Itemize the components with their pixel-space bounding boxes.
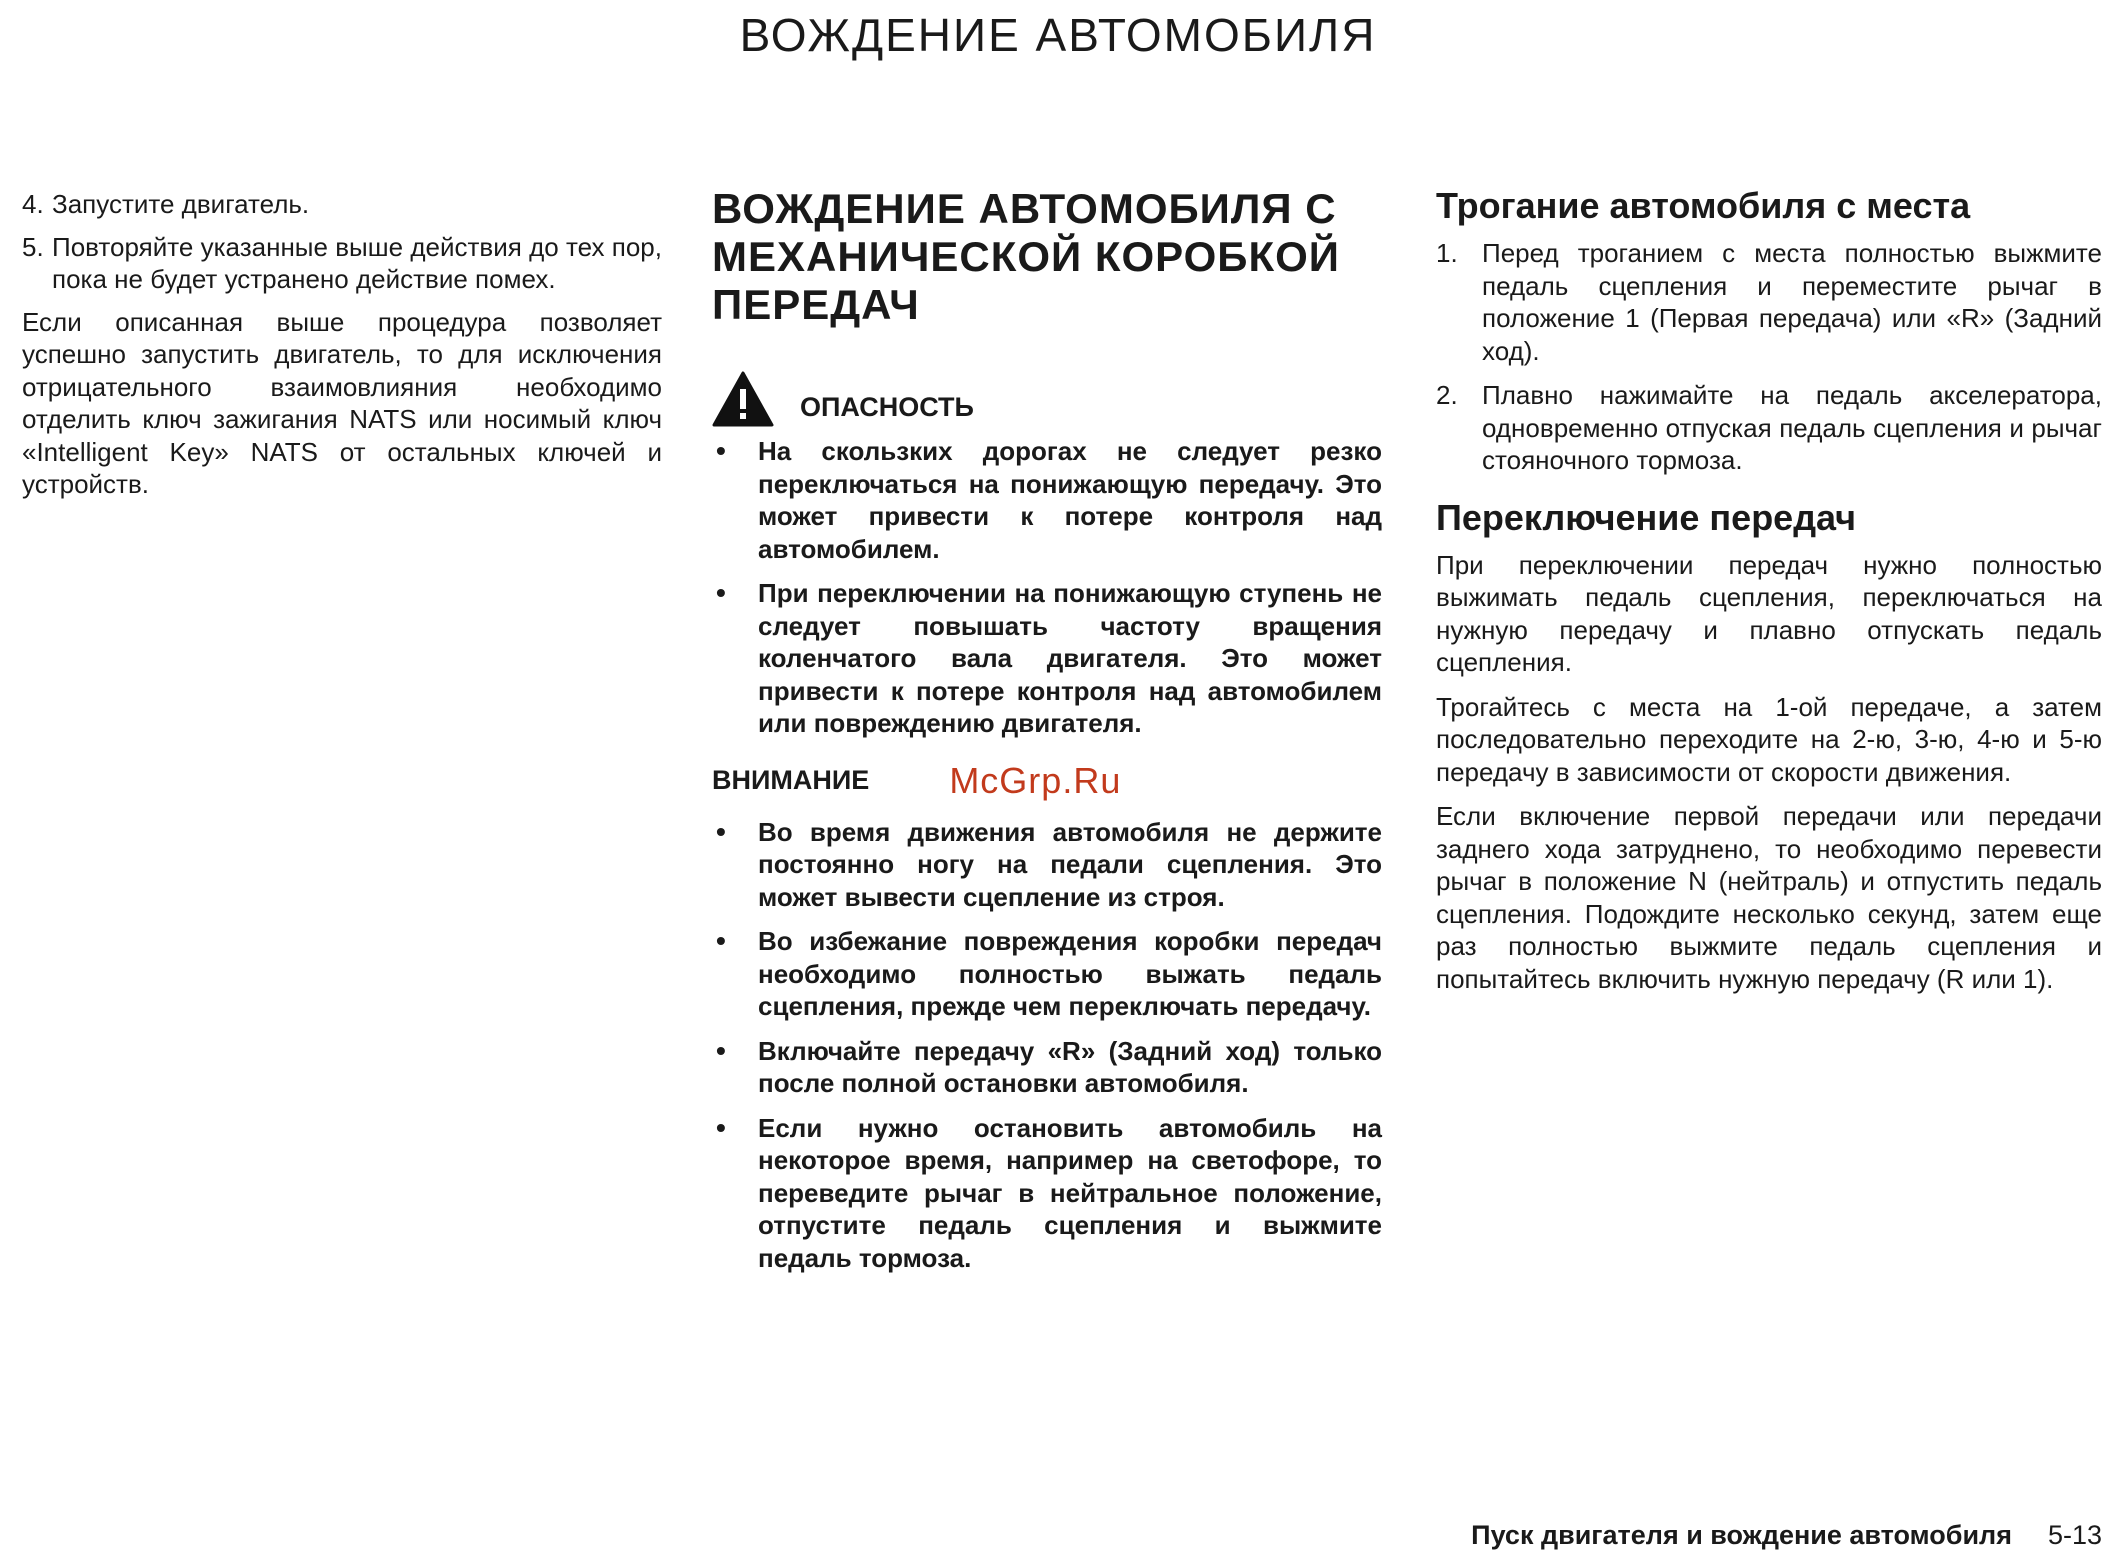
caution-label: ВНИМАНИЕ [712, 765, 870, 795]
list-item [1436, 237, 2102, 367]
watermark: McGrp.Ru [949, 759, 1122, 801]
list-item-text: При переключении на понижающую ступень не следует повышать частоту вращения коленчатого вала двигателя. Это может привести к потере контроля над автомобилем или повреждению двигателя. [758, 578, 1382, 738]
list-item [712, 1035, 1382, 1100]
gear-shift-title: Переключение передач [1436, 496, 1857, 538]
step-text: Запустите двигатель. [52, 189, 310, 219]
page-number: 5-13 [2047, 1520, 2102, 1550]
page-header: ВОЖДЕНИЕ АВТОМОБИЛЯ [739, 9, 1377, 61]
warning-triangle-icon [712, 371, 774, 427]
step-text: Повторяйте указанные выше действия до тех пор, пока не будет устранено действие помех. [52, 231, 662, 294]
bullet-icon: • [716, 1111, 726, 1143]
list-item [712, 577, 1382, 740]
step-number: 2. [1436, 380, 1458, 410]
step-text: Перед троганием с места полностью выжмите педаль сцепления и переместите рычаг в положение 1 (Первая передача) или «R» (Задний ход). [1482, 238, 2102, 366]
danger-header [712, 371, 1382, 427]
step-text: Плавно нажимайте на педаль акселератора, одновременно отпуская педаль сцепления и рычаг стояночного тормоза. [1482, 380, 2102, 475]
list-item [22, 188, 662, 221]
caution-header [712, 760, 1382, 802]
start-moving-title: Трогание автомобиля с места [1436, 185, 1971, 226]
middle-column [712, 185, 1382, 1286]
step-number: 5. [22, 231, 44, 262]
step-number: 4. [22, 189, 44, 219]
gear-shift-paragraph: При переключении передач нужно полностью выжимать педаль сцепления, переключаться на нужную передачу и плавно отпускать педаль сцепления. [1436, 549, 2102, 677]
list-item [712, 1112, 1382, 1275]
right-column [1436, 185, 2102, 1007]
step-number: 1. [1436, 238, 1458, 268]
list-item [712, 816, 1382, 914]
list-item-text: Если нужно остановить автомобиль на некоторое время, например на светофоре, то переведите рычаг в нейтральное положение, отпустите педаль сцепления и выжмите педаль тормоза. [758, 1112, 1382, 1273]
bullet-icon: • [716, 577, 726, 608]
nats-paragraph: Если описанная выше процедура позволяет успешно запустить двигатель, то для исключения отрицательного взаимовлияния необходимо отделить ключ зажигания NATS или носимый ключ «Intelligent Key» NATS от остальных ключей и устройств. [22, 306, 662, 499]
danger-label: ОПАСНОСТЬ [800, 391, 974, 422]
bullet-icon: • [716, 815, 726, 847]
bullet-icon: • [716, 435, 726, 466]
list-item [1436, 379, 2102, 477]
section-title: ВОЖДЕНИЕ АВТОМОБИЛЯ С МЕХАНИЧЕСКОЙ КОРОБКОЙ ПЕРЕДАЧ [712, 185, 1340, 328]
list-item-text: На скользких дорогах не следует резко переключаться на понижающую передачу. Это может привести к потере контроля над автомобилем. [758, 436, 1382, 564]
list-item [712, 925, 1382, 1023]
list-item-text: Во избежание повреждения коробки передач необходимо полностью выжать педаль сцепления, прежде чем переключать передачу. [758, 926, 1382, 1021]
list-item [22, 231, 662, 296]
left-column [22, 188, 662, 501]
bullet-icon: • [716, 1034, 726, 1066]
gear-shift-paragraph: Если включение первой передачи или передачи заднего хода затруднено, то необходимо перевести рычаг в положение N (нейтраль) и отпустить педаль сцепления. Подождите несколько секунд, затем еще раз полностью выжмите педаль сцепления и попытайтесь включить нужную передачу (R или 1). [1436, 801, 2102, 994]
footer-section-title: Пуск двигателя и вождение автомобиля [1471, 1520, 2012, 1550]
list-item-text: Во время движения автомобиля не держите постоянно ногу на педали сцепления. Это может вывести сцепление из строя. [758, 816, 1382, 912]
bullet-icon: • [716, 925, 726, 956]
list-item [712, 435, 1382, 565]
gear-shift-paragraph: Трогайтесь с места на 1-ой передаче, а затем последовательно переходите на 2-ю, 3-ю, 4-ю и 5-ю передачу в зависимости от скорости движения. [1436, 691, 2102, 787]
page-footer [1471, 1520, 2102, 1551]
caution-list [712, 816, 1382, 1275]
danger-list [712, 435, 1382, 740]
start-moving-steps [1436, 237, 2102, 477]
list-item-text: Включайте передачу «R» (Задний ход) только после полной остановки автомобиля. [758, 1035, 1382, 1098]
left-steps [22, 188, 662, 296]
